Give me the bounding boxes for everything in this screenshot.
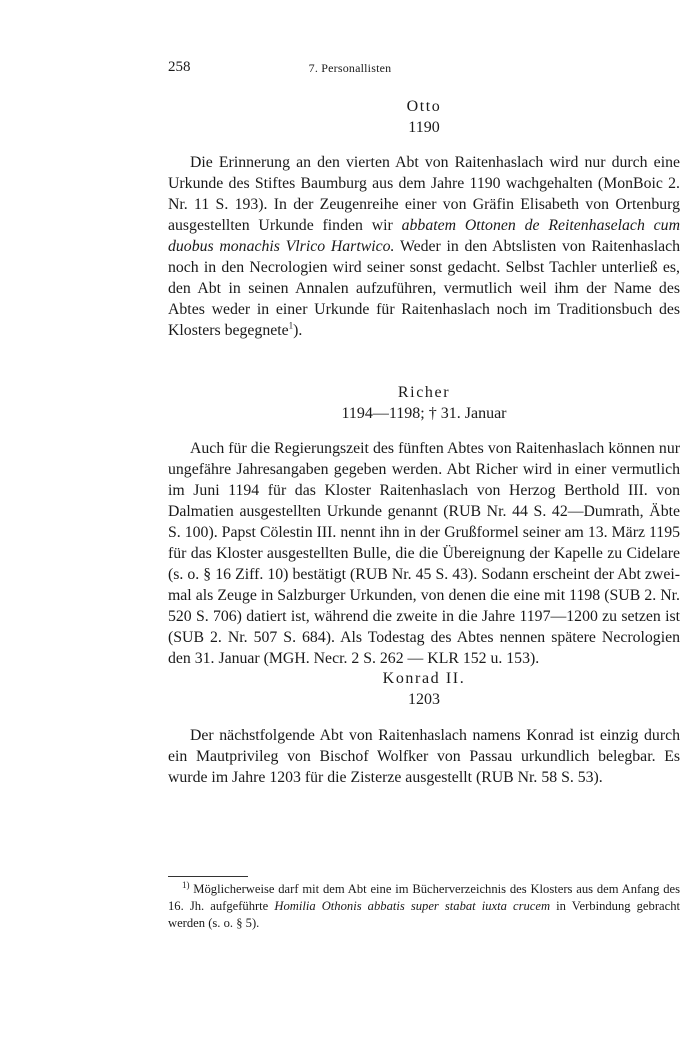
section-heading-name: Otto [406,98,442,115]
section-heading-dates: 1194—1198; † 31. Januar [341,405,507,422]
footnote-latin-title: Homilia Othonis abbatis super stabat iuxta crucem [274,899,551,913]
section-konrad [168,668,680,710]
footnote-ref[interactable]: 1 [288,320,294,331]
paragraph: Der nächstfolgende Abt von Raitenhaslach namens Konrad ist einzig durch ein Mautprivileg von Bischof Wolfker von Passau urkundlich belegbar. Es wurde im Jahre 1203 für die Zisterze ausgestellt (RUB Nr. 58 S. 53). [168,727,680,786]
section-heading-dates: 1190 [408,119,440,136]
latin-quote: abbatem Ottonen de Reitenhaselach cum duobus monachis Vlrico Hartwico. [168,217,680,255]
section-konrad-body [168,725,680,788]
paragraph: Die Erinnerung an den vierten Abt von Raitenhaslach wird nur durch eine Urkunde des Stiftes Baumburg aus dem Jahre 1190 wachgehalten (MonBoic 2. Nr. 11 S. 193). In der Zeugenreihe einer von Gräfin Elisabeth von Ortenburg ausgestellten Urkunde finden wir abbatem Ottonen de Reitenhaselach cum duobus monachis Vlrico Hartwico. Weder in den Abtslisten von Raitenhaslach noch in den Necrologien wird seiner sonst gedacht. Selbst Tachler unterließ es, den Abt in seinen Annalen aufzuführen, vermutlich weil ihm der Name des Abtes weder in einer Urkunde für Raitenhaslach noch im Traditionsbuch des Klosters begegnete$^1$). [168,154,681,339]
running-head: 7. Personallisten [308,61,392,75]
section-otto [168,96,680,138]
section-otto-body [168,152,680,341]
section-heading-name: Konrad II. [382,670,466,687]
section-heading-name: Richer [397,384,451,401]
section-richer-body [168,438,680,669]
footnote-marker: 1) [182,879,190,890]
page-number: 258 [168,59,191,75]
footnote-rule [168,876,248,877]
paragraph: Auch für die Regierungszeit des fünften Abtes von Raitenhaslach können nur ungefähre Jahresangaben gegeben werden. Abt Richer wird in einer vermutlich im Juni 1194 für das Kloster Raitenhaslach von Herzog Berthold III. von Dalmatien ausgestellten Urkunde genannt (RUB Nr. 44 S. 42—Dumrath, Äbte S. 100). Papst Cölestin III. nennt ihn in der Grußformel seiner am 13. März 1195 für das Kloster ausgestellten Bulle, die die Übereignung der Kapelle zu Cidelare (s. o. § 16 Ziff. 10) bestätigt (RUB Nr. 45 S. 43). Sodann erscheint der Abt zweimal als Zeuge in Salzburger Urkunden, von denen die eine mit 1198 (SUB 2. Nr. 520 S. 706) datiert ist, während die zweite in die Jahre 1197—1200 zu setzen ist (SUB 2. Nr. 507 S. 684). Als Todestag des Abtes nennen spätere Necrologien den 31. Januar (MGH. Necr. 2 S. 262 — KLR 152 u. 153). [168,440,680,667]
footnote: $^{1)}$ Möglicherweise darf mit dem Abt eine im Bücherverzeichnis des Klosters aus dem Anfang des 16. Jh. aufgeführte Homilia Othonis abbatis super stabat iuxta crucem in Verbindung gebracht werden (s. o. § 5). [168,879,680,930]
section-heading-dates: 1203 [408,691,440,708]
section-richer [168,382,680,424]
